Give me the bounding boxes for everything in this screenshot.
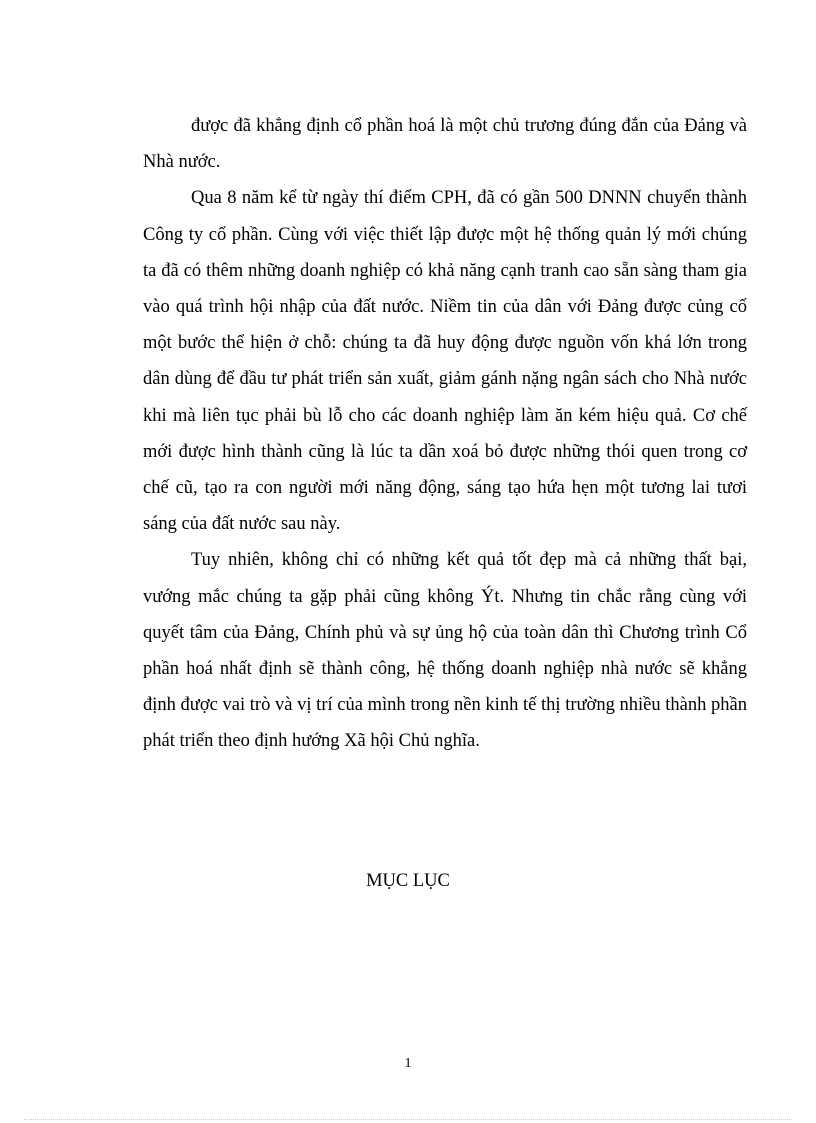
page-number: 1 xyxy=(404,1056,412,1071)
paragraph-achievements: Qua 8 năm kể từ ngày thí điểm CPH, đã có gần 500 DNNN chuyển thành Công ty cổ phần. Cùng với việc thiết lập được một hệ thống quản lý mới chúng ta đã có thêm những doanh nghiệp có khả năng cạnh tranh cao sẵn sàng tham gia vào quá trình hội nhập của đất nước. Niềm tin của dân với Đảng được củng cố một bước thể hiện ở chỗ: chúng ta đã huy động được nguồn vốn khá lớn trong dân dùng để đầu tư phát triển sản xuất, giảm gánh nặng ngân sách cho Nhà nước khi mà liên tục phải bù lỗ cho các doanh nghiệp làm ăn kém hiệu quả. Cơ chế mới được hình thành cũng là lúc ta dần xoá bỏ được những thói quen trong cơ chế cũ, tạo ra con người mới năng động, sáng tạo hứa hẹn một tương lai tươi sáng của đất nước sau này. xyxy=(143,188,747,535)
paragraph-challenges: Tuy nhiên, không chỉ có những kết quả tốt đẹp mà cả những thất bại, vướng mắc chúng ta gặp phải cũng không Ýt. Nhưng tin chắc rằng cùng với quyết tâm của Đảng, Chính phủ và sự ủng hộ của toàn dân thì Chương trình Cổ phần hoá nhất định sẽ thành công, hệ thống doanh nghiệp nhà nước sẽ khẳng định được vai trò và vị trí của mình trong nền kinh tế thị trường nhiều thành phần phát triển theo định hướng Xã hội Chủ nghĩa. xyxy=(143,550,747,752)
paragraph-conclusion-intro: được đã khẳng định cổ phần hoá là một chủ trương đúng đắn của Đảng và Nhà nước. xyxy=(143,116,747,173)
table-of-contents-heading: MỤC LỤC xyxy=(366,871,450,891)
page-bottom-divider xyxy=(24,1119,792,1120)
body-text xyxy=(143,108,747,760)
